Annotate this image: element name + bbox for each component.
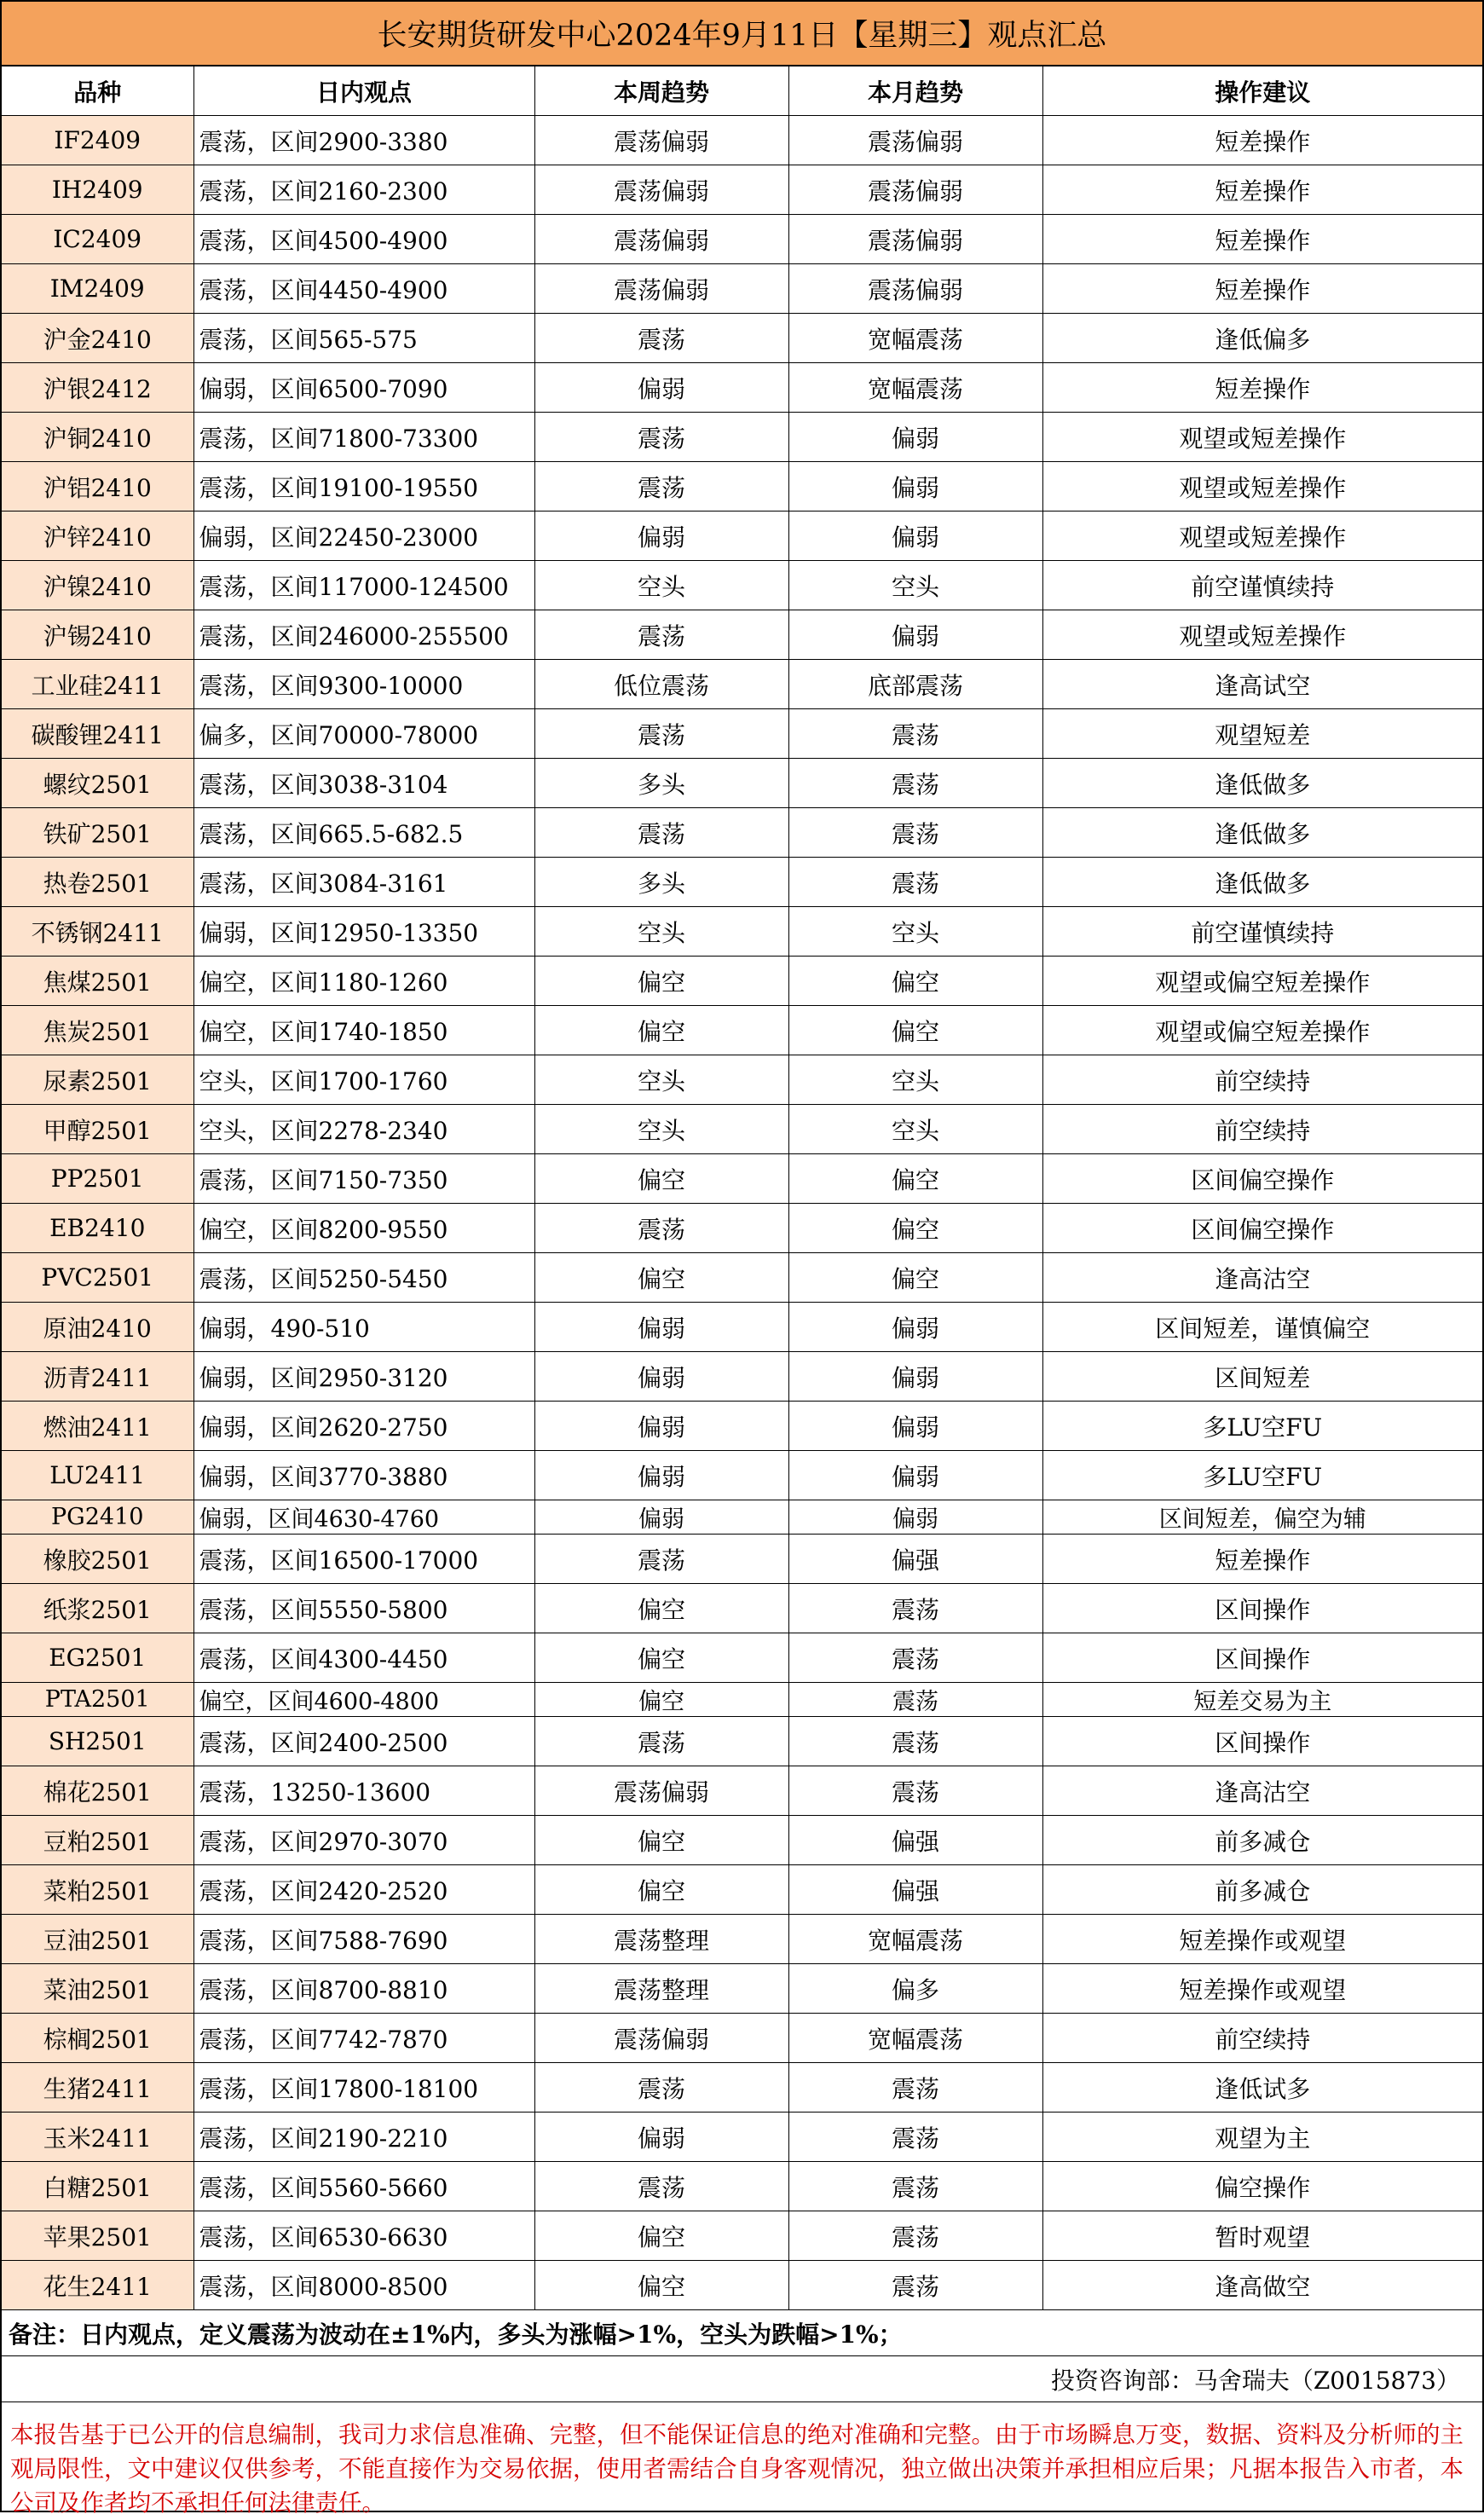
variety-cell: SH2501	[2, 1717, 193, 1766]
weekly-trend-cell: 空头	[534, 907, 788, 957]
intraday-view-cell: 偏弱，区间2620-2750	[193, 1402, 534, 1451]
monthly-trend-cell: 震荡	[788, 1717, 1042, 1766]
intraday-view-cell: 震荡，区间16500-17000	[193, 1535, 534, 1584]
weekly-trend-cell: 偏空	[534, 1253, 788, 1303]
advice-cell: 区间短差	[1042, 1352, 1482, 1402]
intraday-view-cell: 空头，区间1700-1760	[193, 1055, 534, 1105]
monthly-trend-cell: 震荡	[788, 2211, 1042, 2261]
variety-cell: LU2411	[2, 1451, 193, 1500]
monthly-trend-cell: 震荡偏弱	[788, 165, 1042, 215]
monthly-trend-cell: 偏弱	[788, 512, 1042, 561]
monthly-trend-cell: 宽幅震荡	[788, 2014, 1042, 2063]
intraday-view-cell: 震荡，区间9300-10000	[193, 660, 534, 709]
advice-cell: 观望或偏空短差操作	[1042, 957, 1482, 1006]
weekly-trend-cell: 震荡	[534, 2162, 788, 2211]
variety-cell: IH2409	[2, 165, 193, 215]
weekly-trend-cell: 偏空	[534, 2261, 788, 2310]
advice-cell: 前空谨慎续持	[1042, 907, 1482, 957]
variety-cell: PVC2501	[2, 1253, 193, 1303]
monthly-trend-cell: 震荡偏弱	[788, 116, 1042, 165]
table-row	[2, 2063, 1482, 2113]
intraday-view-cell: 震荡，区间7588-7690	[193, 1915, 534, 1964]
intraday-view-cell: 震荡，区间246000-255500	[193, 610, 534, 660]
monthly-trend-cell: 偏弱	[788, 1303, 1042, 1352]
weekly-trend-cell: 震荡	[534, 709, 788, 759]
variety-cell: 螺纹2501	[2, 759, 193, 808]
monthly-trend-cell: 偏弱	[788, 1500, 1042, 1535]
weekly-trend-cell: 震荡	[534, 314, 788, 363]
report-title: 长安期货研发中心2024年9月11日【星期三】观点汇总	[2, 2, 1482, 66]
weekly-trend-cell: 震荡	[534, 610, 788, 660]
advice-cell: 短差交易为主	[1042, 1683, 1482, 1717]
weekly-trend-cell: 震荡	[534, 413, 788, 462]
table-row	[2, 610, 1482, 660]
advice-cell: 短差操作	[1042, 1535, 1482, 1584]
header-intraday-view: 日内观点	[193, 66, 534, 116]
views-table	[2, 66, 1482, 2310]
intraday-view-cell: 震荡，区间8700-8810	[193, 1964, 534, 2014]
variety-cell: IC2409	[2, 215, 193, 264]
variety-cell: 沪锡2410	[2, 610, 193, 660]
variety-cell: 苹果2501	[2, 2211, 193, 2261]
monthly-trend-cell: 震荡偏弱	[788, 215, 1042, 264]
advice-cell: 暂时观望	[1042, 2211, 1482, 2261]
advice-cell: 逢低做多	[1042, 858, 1482, 907]
advice-cell: 逢高做空	[1042, 2261, 1482, 2310]
table-row	[2, 1535, 1482, 1584]
advice-cell: 逢低试多	[1042, 2063, 1482, 2113]
monthly-trend-cell: 震荡偏弱	[788, 264, 1042, 314]
intraday-view-cell: 震荡，区间117000-124500	[193, 561, 534, 610]
monthly-trend-cell: 空头	[788, 1055, 1042, 1105]
intraday-view-cell: 震荡，区间2160-2300	[193, 165, 534, 215]
variety-cell: 原油2410	[2, 1303, 193, 1352]
monthly-trend-cell: 震荡	[788, 1584, 1042, 1633]
table-row	[2, 709, 1482, 759]
weekly-trend-cell: 偏弱	[534, 1500, 788, 1535]
intraday-view-cell: 震荡，区间2400-2500	[193, 1717, 534, 1766]
monthly-trend-cell: 宽幅震荡	[788, 314, 1042, 363]
intraday-view-cell: 震荡，区间2190-2210	[193, 2113, 534, 2162]
monthly-trend-cell: 偏强	[788, 1816, 1042, 1865]
monthly-trend-cell: 震荡	[788, 709, 1042, 759]
intraday-view-cell: 震荡，区间4500-4900	[193, 215, 534, 264]
intraday-view-cell: 震荡，区间6530-6630	[193, 2211, 534, 2261]
table-row	[2, 1964, 1482, 2014]
weekly-trend-cell: 多头	[534, 858, 788, 907]
intraday-view-cell: 震荡，区间3084-3161	[193, 858, 534, 907]
table-row	[2, 1253, 1482, 1303]
monthly-trend-cell: 空头	[788, 1105, 1042, 1154]
table-row	[2, 1303, 1482, 1352]
advice-cell: 观望或偏空短差操作	[1042, 1006, 1482, 1055]
advice-cell: 逢高沽空	[1042, 1766, 1482, 1816]
intraday-view-cell: 震荡，区间5250-5450	[193, 1253, 534, 1303]
table-row	[2, 1154, 1482, 1204]
intraday-view-cell: 偏弱，区间3770-3880	[193, 1451, 534, 1500]
advice-cell: 观望或短差操作	[1042, 610, 1482, 660]
advice-cell: 逢低做多	[1042, 759, 1482, 808]
variety-cell: 沪铜2410	[2, 413, 193, 462]
table-row	[2, 2014, 1482, 2063]
intraday-view-cell: 偏空，区间1740-1850	[193, 1006, 534, 1055]
intraday-view-cell: 偏空，区间1180-1260	[193, 957, 534, 1006]
table-row	[2, 314, 1482, 363]
monthly-trend-cell: 震荡	[788, 1683, 1042, 1717]
monthly-trend-cell: 偏空	[788, 1204, 1042, 1253]
variety-cell: 焦煤2501	[2, 957, 193, 1006]
advice-cell: 逢低做多	[1042, 808, 1482, 858]
intraday-view-cell: 震荡，区间665.5-682.5	[193, 808, 534, 858]
header-row	[2, 66, 1482, 116]
variety-cell: 沪金2410	[2, 314, 193, 363]
footnote: 备注：日内观点，定义震荡为波动在±1%内，多头为涨幅>1%，空头为跌幅>1%；	[2, 2310, 1482, 2356]
table-row	[2, 2211, 1482, 2261]
intraday-view-cell: 震荡，区间2970-3070	[193, 1816, 534, 1865]
monthly-trend-cell: 偏空	[788, 1253, 1042, 1303]
monthly-trend-cell: 震荡	[788, 808, 1042, 858]
variety-cell: 铁矿2501	[2, 808, 193, 858]
table-row	[2, 1683, 1482, 1717]
header-weekly-trend: 本周趋势	[534, 66, 788, 116]
advice-cell: 观望或短差操作	[1042, 512, 1482, 561]
variety-cell: EG2501	[2, 1633, 193, 1683]
monthly-trend-cell: 震荡	[788, 759, 1042, 808]
intraday-view-cell: 偏多，区间70000-78000	[193, 709, 534, 759]
table-row	[2, 759, 1482, 808]
weekly-trend-cell: 空头	[534, 1055, 788, 1105]
weekly-trend-cell: 震荡偏弱	[534, 2014, 788, 2063]
weekly-trend-cell: 震荡整理	[534, 1915, 788, 1964]
intraday-view-cell: 震荡，区间7742-7870	[193, 2014, 534, 2063]
weekly-trend-cell: 偏弱	[534, 1303, 788, 1352]
table-row	[2, 462, 1482, 512]
intraday-view-cell: 震荡，13250-13600	[193, 1766, 534, 1816]
advice-cell: 观望为主	[1042, 2113, 1482, 2162]
advice-cell: 逢低偏多	[1042, 314, 1482, 363]
monthly-trend-cell: 偏空	[788, 957, 1042, 1006]
monthly-trend-cell: 震荡	[788, 1633, 1042, 1683]
variety-cell: 沪银2412	[2, 363, 193, 413]
advice-cell: 前空谨慎续持	[1042, 561, 1482, 610]
table-row	[2, 808, 1482, 858]
variety-cell: 焦炭2501	[2, 1006, 193, 1055]
variety-cell: 玉米2411	[2, 2113, 193, 2162]
advice-cell: 区间操作	[1042, 1633, 1482, 1683]
monthly-trend-cell: 震荡	[788, 2113, 1042, 2162]
table-row	[2, 858, 1482, 907]
table-row	[2, 1402, 1482, 1451]
monthly-trend-cell: 偏弱	[788, 1451, 1042, 1500]
table-row	[2, 1204, 1482, 1253]
table-row	[2, 165, 1482, 215]
table-row	[2, 363, 1482, 413]
variety-cell: IF2409	[2, 116, 193, 165]
header-monthly-trend: 本月趋势	[788, 66, 1042, 116]
weekly-trend-cell: 震荡整理	[534, 1964, 788, 2014]
table-row	[2, 1865, 1482, 1915]
table-row	[2, 1352, 1482, 1402]
intraday-view-cell: 震荡，区间3038-3104	[193, 759, 534, 808]
weekly-trend-cell: 偏弱	[534, 512, 788, 561]
variety-cell: PG2410	[2, 1500, 193, 1535]
variety-cell: 棉花2501	[2, 1766, 193, 1816]
table-row	[2, 1584, 1482, 1633]
table-row	[2, 1816, 1482, 1865]
header-variety: 品种	[2, 66, 193, 116]
table-row	[2, 1006, 1482, 1055]
advice-cell: 区间偏空操作	[1042, 1154, 1482, 1204]
weekly-trend-cell: 震荡	[534, 1535, 788, 1584]
intraday-view-cell: 震荡，区间5560-5660	[193, 2162, 534, 2211]
intraday-view-cell: 震荡，区间5550-5800	[193, 1584, 534, 1633]
intraday-view-cell: 偏弱，区间4630-4760	[193, 1500, 534, 1535]
advice-cell: 区间操作	[1042, 1584, 1482, 1633]
variety-cell: 棕榈2501	[2, 2014, 193, 2063]
intraday-view-cell: 偏弱，区间12950-13350	[193, 907, 534, 957]
intraday-view-cell: 震荡，区间7150-7350	[193, 1154, 534, 1204]
weekly-trend-cell: 空头	[534, 1105, 788, 1154]
advice-cell: 逢高沽空	[1042, 1253, 1482, 1303]
intraday-view-cell: 偏弱，490-510	[193, 1303, 534, 1352]
weekly-trend-cell: 偏空	[534, 1154, 788, 1204]
intraday-view-cell: 震荡，区间565-575	[193, 314, 534, 363]
variety-cell: 菜油2501	[2, 1964, 193, 2014]
intraday-view-cell: 震荡，区间17800-18100	[193, 2063, 534, 2113]
weekly-trend-cell: 震荡偏弱	[534, 264, 788, 314]
monthly-trend-cell: 震荡	[788, 2063, 1042, 2113]
intraday-view-cell: 空头，区间2278-2340	[193, 1105, 534, 1154]
table-row	[2, 116, 1482, 165]
weekly-trend-cell: 偏弱	[534, 1451, 788, 1500]
advice-cell: 偏空操作	[1042, 2162, 1482, 2211]
monthly-trend-cell: 偏弱	[788, 1402, 1042, 1451]
weekly-trend-cell: 偏弱	[534, 1352, 788, 1402]
weekly-trend-cell: 震荡	[534, 808, 788, 858]
table-row	[2, 957, 1482, 1006]
table-row	[2, 2113, 1482, 2162]
weekly-trend-cell: 偏空	[534, 1816, 788, 1865]
table-row	[2, 512, 1482, 561]
variety-cell: 沪铝2410	[2, 462, 193, 512]
table-row	[2, 907, 1482, 957]
table-row	[2, 1055, 1482, 1105]
monthly-trend-cell: 空头	[788, 561, 1042, 610]
header-advice: 操作建议	[1042, 66, 1482, 116]
variety-cell: 尿素2501	[2, 1055, 193, 1105]
advice-cell: 短差操作	[1042, 116, 1482, 165]
variety-cell: 菜粕2501	[2, 1865, 193, 1915]
table-row	[2, 2261, 1482, 2310]
variety-cell: 生猪2411	[2, 2063, 193, 2113]
advice-cell: 多LU空FU	[1042, 1451, 1482, 1500]
table-row	[2, 1717, 1482, 1766]
variety-cell: 豆粕2501	[2, 1816, 193, 1865]
variety-cell: 沪镍2410	[2, 561, 193, 610]
weekly-trend-cell: 震荡	[534, 462, 788, 512]
disclaimer-text: 本报告基于已公开的信息编制，我司力求信息准确、完整，但不能保证信息的绝对准确和完整。由于市场瞬息万变，数据、资料及分析师的主观局限性，文中建议仅供参考，不能直接作为交易依据，使用者需结合自身客观情况，独立做出决策并承担相应后果；凡据本报告入市者，本公司及作者均不承担任何法律责任。	[10, 2421, 1464, 2517]
variety-cell: 纸浆2501	[2, 1584, 193, 1633]
monthly-trend-cell: 空头	[788, 907, 1042, 957]
monthly-trend-cell: 震荡	[788, 1766, 1042, 1816]
table-body	[2, 116, 1482, 2310]
intraday-view-cell: 震荡，区间2900-3380	[193, 116, 534, 165]
variety-cell: 不锈钢2411	[2, 907, 193, 957]
intraday-view-cell: 偏弱，区间6500-7090	[193, 363, 534, 413]
weekly-trend-cell: 低位震荡	[534, 660, 788, 709]
weekly-trend-cell: 偏空	[534, 957, 788, 1006]
variety-cell: 甲醇2501	[2, 1105, 193, 1154]
weekly-trend-cell: 偏空	[534, 1584, 788, 1633]
weekly-trend-cell: 震荡偏弱	[534, 165, 788, 215]
weekly-trend-cell: 偏空	[534, 2211, 788, 2261]
monthly-trend-cell: 偏多	[788, 1964, 1042, 2014]
variety-cell: PP2501	[2, 1154, 193, 1204]
intraday-view-cell: 偏弱，区间2950-3120	[193, 1352, 534, 1402]
advice-cell: 前空续持	[1042, 1055, 1482, 1105]
advice-cell: 短差操作	[1042, 165, 1482, 215]
weekly-trend-cell: 多头	[534, 759, 788, 808]
advice-cell: 前空续持	[1042, 1105, 1482, 1154]
advice-cell: 短差操作	[1042, 215, 1482, 264]
variety-cell: 燃油2411	[2, 1402, 193, 1451]
variety-cell: EB2410	[2, 1204, 193, 1253]
table-row	[2, 2162, 1482, 2211]
advice-cell: 短差操作或观望	[1042, 1964, 1482, 2014]
advice-cell: 短差操作或观望	[1042, 1915, 1482, 1964]
intraday-view-cell: 震荡，区间8000-8500	[193, 2261, 534, 2310]
table-row	[2, 660, 1482, 709]
advice-cell: 逢高试空	[1042, 660, 1482, 709]
weekly-trend-cell: 震荡偏弱	[534, 116, 788, 165]
intraday-view-cell: 震荡，区间2420-2520	[193, 1865, 534, 1915]
monthly-trend-cell: 偏弱	[788, 462, 1042, 512]
advice-cell: 区间短差，偏空为辅	[1042, 1500, 1482, 1535]
weekly-trend-cell: 偏空	[534, 1683, 788, 1717]
table-row	[2, 1633, 1482, 1683]
advice-cell: 短差操作	[1042, 264, 1482, 314]
variety-cell: IM2409	[2, 264, 193, 314]
weekly-trend-cell: 偏空	[534, 1633, 788, 1683]
table-row	[2, 1915, 1482, 1964]
table-row	[2, 1500, 1482, 1535]
weekly-trend-cell: 偏弱	[534, 2113, 788, 2162]
table-row	[2, 1105, 1482, 1154]
advice-cell: 前空续持	[1042, 2014, 1482, 2063]
monthly-trend-cell: 震荡	[788, 2261, 1042, 2310]
advice-cell: 区间短差，谨慎偏空	[1042, 1303, 1482, 1352]
intraday-view-cell: 偏空，区间4600-4800	[193, 1683, 534, 1717]
table-row	[2, 561, 1482, 610]
table-row	[2, 1766, 1482, 1816]
weekly-trend-cell: 偏弱	[534, 1402, 788, 1451]
variety-cell: 豆油2501	[2, 1915, 193, 1964]
table-row	[2, 264, 1482, 314]
variety-cell: 沪锌2410	[2, 512, 193, 561]
intraday-view-cell: 偏空，区间8200-9550	[193, 1204, 534, 1253]
table-row	[2, 413, 1482, 462]
advice-cell: 前多减仓	[1042, 1865, 1482, 1915]
weekly-trend-cell: 震荡	[534, 1204, 788, 1253]
advice-cell: 观望或短差操作	[1042, 413, 1482, 462]
variety-cell: 花生2411	[2, 2261, 193, 2310]
advice-cell: 观望或短差操作	[1042, 462, 1482, 512]
intraday-view-cell: 偏弱，区间22450-23000	[193, 512, 534, 561]
variety-cell: 沥青2411	[2, 1352, 193, 1402]
variety-cell: 碳酸锂2411	[2, 709, 193, 759]
monthly-trend-cell: 偏弱	[788, 610, 1042, 660]
intraday-view-cell: 震荡，区间4300-4450	[193, 1633, 534, 1683]
table-row	[2, 215, 1482, 264]
table-row	[2, 1451, 1482, 1500]
monthly-trend-cell: 震荡	[788, 858, 1042, 907]
weekly-trend-cell: 偏空	[534, 1865, 788, 1915]
monthly-trend-cell: 震荡	[788, 2162, 1042, 2211]
intraday-view-cell: 震荡，区间19100-19550	[193, 462, 534, 512]
consultant-credit: 投资咨询部：马舍瑞夫（Z0015873）	[2, 2356, 1482, 2402]
weekly-trend-cell: 空头	[534, 561, 788, 610]
weekly-trend-cell: 偏空	[534, 1006, 788, 1055]
monthly-trend-cell: 偏强	[788, 1535, 1042, 1584]
weekly-trend-cell: 偏弱	[534, 363, 788, 413]
monthly-trend-cell: 偏弱	[788, 1352, 1042, 1402]
monthly-trend-cell: 底部震荡	[788, 660, 1042, 709]
monthly-trend-cell: 偏弱	[788, 413, 1042, 462]
advice-cell: 短差操作	[1042, 363, 1482, 413]
variety-cell: 热卷2501	[2, 858, 193, 907]
weekly-trend-cell: 震荡	[534, 1717, 788, 1766]
advice-cell: 观望短差	[1042, 709, 1482, 759]
variety-cell: 橡胶2501	[2, 1535, 193, 1584]
weekly-trend-cell: 震荡偏弱	[534, 215, 788, 264]
advice-cell: 前多减仓	[1042, 1816, 1482, 1865]
variety-cell: PTA2501	[2, 1683, 193, 1717]
weekly-trend-cell: 震荡	[534, 2063, 788, 2113]
monthly-trend-cell: 宽幅震荡	[788, 1915, 1042, 1964]
advice-cell: 区间偏空操作	[1042, 1204, 1482, 1253]
monthly-trend-cell: 偏强	[788, 1865, 1042, 1915]
advice-cell: 区间操作	[1042, 1717, 1482, 1766]
variety-cell: 白糖2501	[2, 2162, 193, 2211]
weekly-trend-cell: 震荡偏弱	[534, 1766, 788, 1816]
monthly-trend-cell: 宽幅震荡	[788, 363, 1042, 413]
monthly-trend-cell: 偏空	[788, 1006, 1042, 1055]
intraday-view-cell: 震荡，区间71800-73300	[193, 413, 534, 462]
monthly-trend-cell: 偏空	[788, 1154, 1042, 1204]
intraday-view-cell: 震荡，区间4450-4900	[193, 264, 534, 314]
variety-cell: 工业硅2411	[2, 660, 193, 709]
advice-cell: 多LU空FU	[1042, 1402, 1482, 1451]
